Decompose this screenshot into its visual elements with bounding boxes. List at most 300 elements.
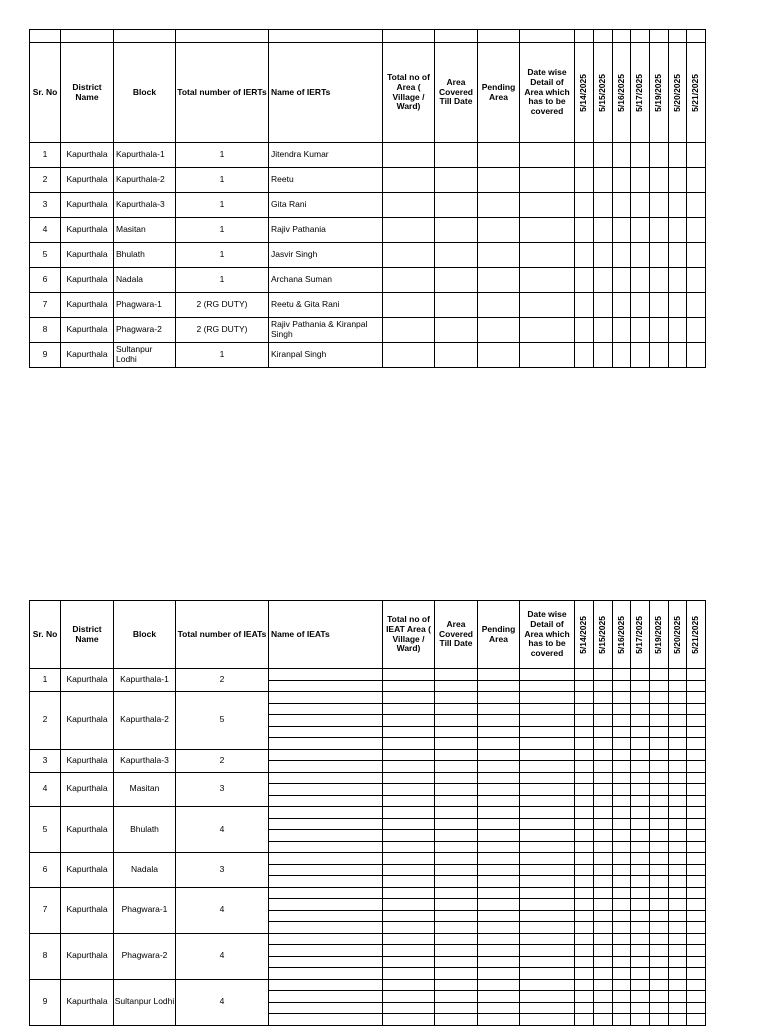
cell-district: Kapurthala: [61, 193, 114, 218]
cell-total: 2 (RG DUTY): [176, 293, 269, 318]
header-row: [30, 601, 706, 669]
cell-empty: [520, 922, 575, 934]
cell-empty: [669, 318, 687, 343]
cell-empty: [520, 715, 575, 727]
cell-empty: [478, 680, 520, 692]
cell-block: Phagwara-2: [114, 933, 176, 979]
cell-empty: [669, 692, 687, 704]
header-covered: Area Covered Till Date: [435, 601, 478, 669]
cell-empty: [269, 772, 383, 784]
cell-empty: [631, 293, 650, 318]
cell-empty: [594, 715, 613, 727]
cell-district: Kapurthala: [61, 143, 114, 168]
cell-empty: [669, 738, 687, 750]
cell-empty: [594, 243, 613, 268]
cell-empty: [687, 738, 706, 750]
cell-empty: [520, 991, 575, 1003]
cell-block: Masitan: [114, 772, 176, 807]
cell-empty: [594, 968, 613, 980]
cell-empty: [594, 293, 613, 318]
cell-empty: [478, 922, 520, 934]
cell-empty: [383, 343, 435, 368]
cell-sr-no: 8: [30, 933, 61, 979]
header-date: 5/19/2025: [650, 601, 669, 669]
cell-total: 4: [176, 933, 269, 979]
header-date: 5/17/2025: [631, 601, 650, 669]
cell-empty: [520, 956, 575, 968]
cell-empty: [594, 168, 613, 193]
cell-empty: [631, 143, 650, 168]
cell-district: Kapurthala: [61, 887, 114, 933]
header-district: District Name: [61, 43, 114, 143]
cell-empty: [520, 853, 575, 865]
cell-empty: [478, 268, 520, 293]
cell-empty: [575, 807, 594, 819]
cell-empty: [594, 218, 613, 243]
cell-empty: [269, 910, 383, 922]
cell-empty: [669, 243, 687, 268]
cell-empty: [613, 193, 631, 218]
cell-empty: [594, 726, 613, 738]
cell-empty: [383, 143, 435, 168]
cell-empty: [575, 991, 594, 1003]
cell-empty: [650, 703, 669, 715]
cell-empty: [520, 761, 575, 773]
table-row: [30, 807, 706, 819]
cell-empty: [575, 293, 594, 318]
cell-empty: [650, 818, 669, 830]
cell-names: Jasvir Singh: [269, 243, 383, 268]
cell-sr-no: 9: [30, 343, 61, 368]
cell-empty: [435, 795, 478, 807]
table-row: [30, 193, 706, 218]
table-row: [30, 669, 706, 681]
cell-empty: [631, 830, 650, 842]
cell-empty: [594, 910, 613, 922]
cell-empty: [650, 715, 669, 727]
cell-empty: [687, 343, 706, 368]
cell-empty: [383, 268, 435, 293]
table-row: [30, 318, 706, 343]
cell-empty: [478, 933, 520, 945]
cell-empty: [669, 726, 687, 738]
cell-empty: [575, 968, 594, 980]
cell-empty: [520, 193, 575, 218]
cell-empty: [269, 968, 383, 980]
cell-empty: [687, 761, 706, 773]
cell-empty: [650, 956, 669, 968]
cell-empty: [594, 991, 613, 1003]
cell-empty: [383, 807, 435, 819]
cell-total: 5: [176, 692, 269, 750]
table-row: [30, 168, 706, 193]
cell-empty: [650, 795, 669, 807]
cell-empty: [687, 876, 706, 888]
cell-empty: [269, 979, 383, 991]
header-block: Block: [114, 43, 176, 143]
cell-empty: [435, 853, 478, 865]
cell-empty: [383, 1002, 435, 1014]
cell-empty: [383, 318, 435, 343]
cell-empty: [613, 899, 631, 911]
header-date: 5/16/2025: [613, 43, 631, 143]
cell-empty: [650, 749, 669, 761]
cell-empty: [435, 945, 478, 957]
cell-empty: [650, 979, 669, 991]
cell-empty: [269, 876, 383, 888]
cell-empty: [613, 945, 631, 957]
cell-empty: [269, 887, 383, 899]
cell-empty: [631, 795, 650, 807]
cell-names: Gita Rani: [269, 193, 383, 218]
cell-empty: [613, 991, 631, 1003]
cell-empty: [435, 318, 478, 343]
cell-empty: [478, 784, 520, 796]
cell-empty: [650, 968, 669, 980]
cell-empty: [383, 841, 435, 853]
cell-empty: [575, 830, 594, 842]
cell-empty: [650, 218, 669, 243]
cell-empty: [478, 956, 520, 968]
cell-empty: [575, 979, 594, 991]
cell-empty: [631, 703, 650, 715]
cell-empty: [575, 922, 594, 934]
cell-empty: [269, 991, 383, 1003]
cell-empty: [687, 979, 706, 991]
cell-empty: [435, 1014, 478, 1026]
cell-empty: [669, 899, 687, 911]
cell-empty: [435, 818, 478, 830]
cell-empty: [650, 193, 669, 218]
cell-empty: [613, 887, 631, 899]
cell-names: Archana Suman: [269, 268, 383, 293]
cell-empty: [669, 887, 687, 899]
cell-empty: [520, 899, 575, 911]
header-total: Total number of IERTs: [176, 43, 269, 143]
cell-empty: [687, 669, 706, 681]
cell-empty: [631, 818, 650, 830]
cell-empty: [613, 343, 631, 368]
cell-empty: [669, 1002, 687, 1014]
cell-empty: [631, 1002, 650, 1014]
cell-district: Kapurthala: [61, 268, 114, 293]
cell-empty: [669, 193, 687, 218]
cell-empty: [575, 168, 594, 193]
cell-empty: [594, 807, 613, 819]
cell-empty: [269, 738, 383, 750]
cell-empty: [594, 749, 613, 761]
cell-empty: [520, 703, 575, 715]
cell-empty: [687, 218, 706, 243]
cell-sr-no: 5: [30, 807, 61, 853]
cell-empty: [594, 864, 613, 876]
cell-empty: [435, 899, 478, 911]
cell-empty: [669, 703, 687, 715]
cell-empty: [520, 218, 575, 243]
cell-empty: [478, 318, 520, 343]
header-date: 5/15/2025: [594, 43, 613, 143]
header-row: [30, 43, 706, 143]
cell-empty: [383, 979, 435, 991]
cell-empty: [435, 726, 478, 738]
cell-empty: [435, 968, 478, 980]
cell-empty: [650, 933, 669, 945]
ierts-table: [29, 29, 706, 368]
cell-empty: [687, 293, 706, 318]
cell-empty: [269, 761, 383, 773]
cell-empty: [478, 876, 520, 888]
cell-empty: [631, 193, 650, 218]
spacer-row: [30, 30, 706, 43]
header-date: 5/14/2025: [575, 43, 594, 143]
cell-empty: [383, 772, 435, 784]
cell-empty: [669, 807, 687, 819]
table-row: [30, 979, 706, 991]
cell-empty: [669, 956, 687, 968]
cell-empty: [520, 343, 575, 368]
cell-empty: [520, 968, 575, 980]
cell-empty: [594, 761, 613, 773]
cell-empty: [575, 1014, 594, 1026]
cell-empty: [435, 830, 478, 842]
header-datewise: Date wise Detail of Area which has to be covered: [520, 601, 575, 669]
cell-empty: [575, 243, 594, 268]
cell-district: Kapurthala: [61, 293, 114, 318]
cell-empty: [687, 168, 706, 193]
cell-empty: [435, 293, 478, 318]
header-total-area: Total no of Area ( Village / Ward): [383, 43, 435, 143]
cell-empty: [575, 193, 594, 218]
cell-empty: [383, 715, 435, 727]
header-date: 5/20/2025: [669, 601, 687, 669]
cell-district: Kapurthala: [61, 669, 114, 692]
cell-block: Sultanpur Lodhi: [114, 343, 176, 368]
header-covered: Area Covered Till Date: [435, 43, 478, 143]
cell-empty: [435, 268, 478, 293]
cell-empty: [575, 669, 594, 681]
cell-empty: [520, 726, 575, 738]
cell-empty: [594, 703, 613, 715]
cell-empty: [478, 193, 520, 218]
cell-empty: [631, 168, 650, 193]
cell-empty: [575, 853, 594, 865]
cell-empty: [520, 1014, 575, 1026]
cell-empty: [594, 899, 613, 911]
cell-empty: [631, 761, 650, 773]
cell-empty: [269, 807, 383, 819]
cell-empty: [478, 715, 520, 727]
cell-empty: [435, 168, 478, 193]
cell-names: Reetu & Gita Rani: [269, 293, 383, 318]
cell-empty: [383, 991, 435, 1003]
cell-empty: [631, 841, 650, 853]
cell-empty: [594, 143, 613, 168]
cell-empty: [594, 795, 613, 807]
cell-empty: [613, 876, 631, 888]
cell-sr-no: 9: [30, 979, 61, 1025]
cell-empty: [650, 991, 669, 1003]
cell-district: Kapurthala: [61, 243, 114, 268]
cell-empty: [269, 864, 383, 876]
cell-empty: [520, 887, 575, 899]
cell-block: Phagwara-1: [114, 293, 176, 318]
cell-empty: [650, 1014, 669, 1026]
cell-block: Phagwara-2: [114, 318, 176, 343]
cell-empty: [383, 956, 435, 968]
cell-empty: [594, 268, 613, 293]
cell-empty: [520, 749, 575, 761]
cell-empty: [631, 899, 650, 911]
cell-empty: [435, 772, 478, 784]
cell-empty: [575, 680, 594, 692]
cell-empty: [650, 830, 669, 842]
table-row: [30, 692, 706, 704]
cell-empty: [383, 968, 435, 980]
cell-empty: [383, 922, 435, 934]
cell-empty: [594, 818, 613, 830]
cell-empty: [520, 784, 575, 796]
cell-empty: [575, 910, 594, 922]
cell-empty: [383, 784, 435, 796]
cell-empty: [575, 876, 594, 888]
cell-district: Kapurthala: [61, 168, 114, 193]
cell-empty: [613, 841, 631, 853]
header-date: 5/14/2025: [575, 601, 594, 669]
cell-empty: [383, 876, 435, 888]
cell-empty: [687, 772, 706, 784]
cell-empty: [478, 168, 520, 193]
cell-block: Kapurthala-2: [114, 168, 176, 193]
cell-district: Kapurthala: [61, 318, 114, 343]
cell-empty: [631, 680, 650, 692]
cell-empty: [669, 945, 687, 957]
cell-empty: [613, 268, 631, 293]
cell-district: Kapurthala: [61, 979, 114, 1025]
cell-empty: [575, 692, 594, 704]
cell-empty: [687, 899, 706, 911]
cell-empty: [613, 818, 631, 830]
cell-empty: [383, 933, 435, 945]
cell-total: 2: [176, 669, 269, 692]
cell-empty: [650, 761, 669, 773]
cell-empty: [520, 795, 575, 807]
cell-empty: [687, 268, 706, 293]
cell-empty: [575, 864, 594, 876]
cell-names: Rajiv Pathania: [269, 218, 383, 243]
cell-empty: [613, 772, 631, 784]
cell-empty: [383, 680, 435, 692]
cell-empty: [478, 979, 520, 991]
cell-names: Rajiv Pathania & Kiranpal Singh: [269, 318, 383, 343]
cell-empty: [435, 979, 478, 991]
cell-empty: [478, 772, 520, 784]
cell-empty: [613, 168, 631, 193]
cell-empty: [575, 749, 594, 761]
cell-empty: [478, 945, 520, 957]
cell-empty: [650, 343, 669, 368]
cell-empty: [669, 680, 687, 692]
cell-empty: [669, 669, 687, 681]
header-sr-no: Sr. No: [30, 43, 61, 143]
cell-empty: [650, 899, 669, 911]
cell-empty: [575, 715, 594, 727]
cell-empty: [669, 168, 687, 193]
cell-empty: [687, 968, 706, 980]
cell-empty: [594, 738, 613, 750]
header-total: Total number of IEATs: [176, 601, 269, 669]
cell-empty: [687, 853, 706, 865]
cell-empty: [594, 1014, 613, 1026]
cell-district: Kapurthala: [61, 343, 114, 368]
cell-empty: [520, 268, 575, 293]
cell-empty: [383, 692, 435, 704]
cell-empty: [520, 293, 575, 318]
cell-empty: [687, 864, 706, 876]
cell-empty: [269, 830, 383, 842]
cell-empty: [631, 692, 650, 704]
cell-empty: [269, 726, 383, 738]
cell-empty: [650, 876, 669, 888]
table-row: [30, 749, 706, 761]
cell-empty: [687, 1014, 706, 1026]
cell-empty: [478, 692, 520, 704]
cell-empty: [383, 703, 435, 715]
cell-empty: [669, 784, 687, 796]
cell-empty: [613, 761, 631, 773]
header-pending: Pending Area: [478, 601, 520, 669]
cell-empty: [269, 669, 383, 681]
cell-empty: [594, 343, 613, 368]
cell-sr-no: 6: [30, 268, 61, 293]
cell-empty: [613, 1014, 631, 1026]
cell-empty: [631, 807, 650, 819]
cell-empty: [687, 726, 706, 738]
cell-empty: [669, 218, 687, 243]
header-date: 5/21/2025: [687, 43, 706, 143]
cell-empty: [520, 933, 575, 945]
cell-empty: [687, 956, 706, 968]
cell-block: Bhulath: [114, 807, 176, 853]
cell-empty: [269, 956, 383, 968]
cell-empty: [520, 143, 575, 168]
cell-empty: [613, 853, 631, 865]
header-sr-no: Sr. No: [30, 601, 61, 669]
cell-empty: [435, 887, 478, 899]
cell-empty: [478, 761, 520, 773]
cell-empty: [478, 293, 520, 318]
cell-empty: [435, 864, 478, 876]
cell-empty: [383, 910, 435, 922]
cell-empty: [594, 193, 613, 218]
cell-empty: [613, 243, 631, 268]
cell-empty: [478, 738, 520, 750]
cell-empty: [269, 922, 383, 934]
cell-empty: [383, 738, 435, 750]
cell-names: Reetu: [269, 168, 383, 193]
cell-empty: [650, 841, 669, 853]
cell-empty: [269, 899, 383, 911]
cell-empty: [613, 807, 631, 819]
cell-total: 1: [176, 193, 269, 218]
cell-empty: [687, 910, 706, 922]
cell-empty: [594, 772, 613, 784]
table-row: [30, 293, 706, 318]
cell-empty: [435, 143, 478, 168]
header-date: 5/21/2025: [687, 601, 706, 669]
cell-empty: [594, 853, 613, 865]
header-date: 5/17/2025: [631, 43, 650, 143]
cell-empty: [478, 991, 520, 1003]
